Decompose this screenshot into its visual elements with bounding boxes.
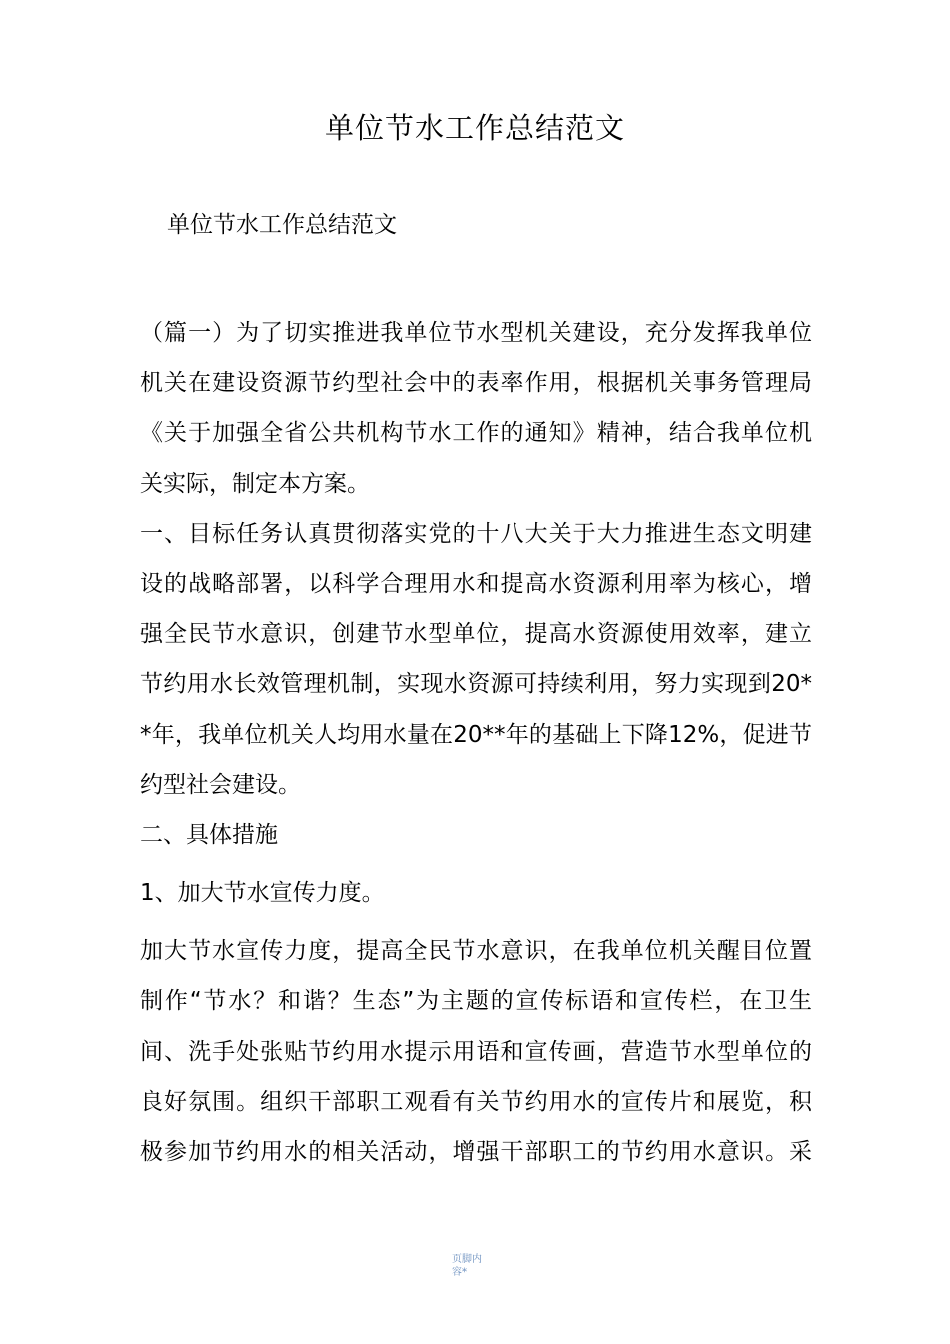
body-line: （篇一）为了切实推进我单位节水型机关建设，充分发挥我单位 (140, 320, 812, 346)
body-line: 设的战略部署，以科学合理用水和提高水资源利用率为核心，增 (140, 570, 812, 597)
subsection-heading: 1、加大节水宣传力度。 (140, 880, 385, 907)
body-line: 制作“节水？和谐？生态”为主题的宣传标语和宣传栏，在卫生 (140, 988, 812, 1015)
body-line: 间、洗手处张贴节约用水提示用语和宣传画，营造节水型单位的 (140, 1038, 812, 1065)
page-footer (452, 1253, 492, 1279)
spacer (140, 860, 812, 868)
footer-line: 页脚内 (452, 1254, 482, 1265)
body-line: 良好氛围。组织干部职工观看有关节约用水的宣传片和展览，积 (140, 1088, 812, 1115)
body-line: 一、目标任务认真贯彻落实党的十八大关于大力推进生态文明建 (140, 520, 812, 547)
section-heading: 二、具体措施 (140, 821, 278, 848)
body-line: 加大节水宣传力度，提高全民节水意识，在我单位机关醒目位置 (140, 938, 812, 965)
body-line: 关实际，制定本方案。 (140, 470, 370, 497)
spacer (140, 918, 812, 926)
document-subtitle: 单位节水工作总结范文 (167, 212, 397, 238)
body-line: 约型社会建设。 (140, 771, 301, 798)
body-line: 节约用水长效管理机制，实现水资源可持续利用，努力实现到20* (140, 671, 812, 698)
body-line: 《关于加强全省公共机构节水工作的通知》精神，结合我单位机 (140, 420, 812, 447)
footer-line: 容* (452, 1267, 467, 1278)
body-line: *年，我单位机关人均用水量在20**年的基础上下降12%，促进节 (140, 721, 812, 748)
body-line: 机关在建设资源节约型社会中的表率作用，根据机关事务管理局 (140, 370, 812, 397)
body-line: 强全民节水意识，创建节水型单位，提高水资源使用效率，建立 (140, 621, 812, 648)
document-body (140, 308, 812, 1177)
document-title: 单位节水工作总结范文 (324, 111, 625, 145)
body-line: 极参加节约用水的相关活动，增强干部职工的节约用水意识。采 (140, 1139, 812, 1165)
